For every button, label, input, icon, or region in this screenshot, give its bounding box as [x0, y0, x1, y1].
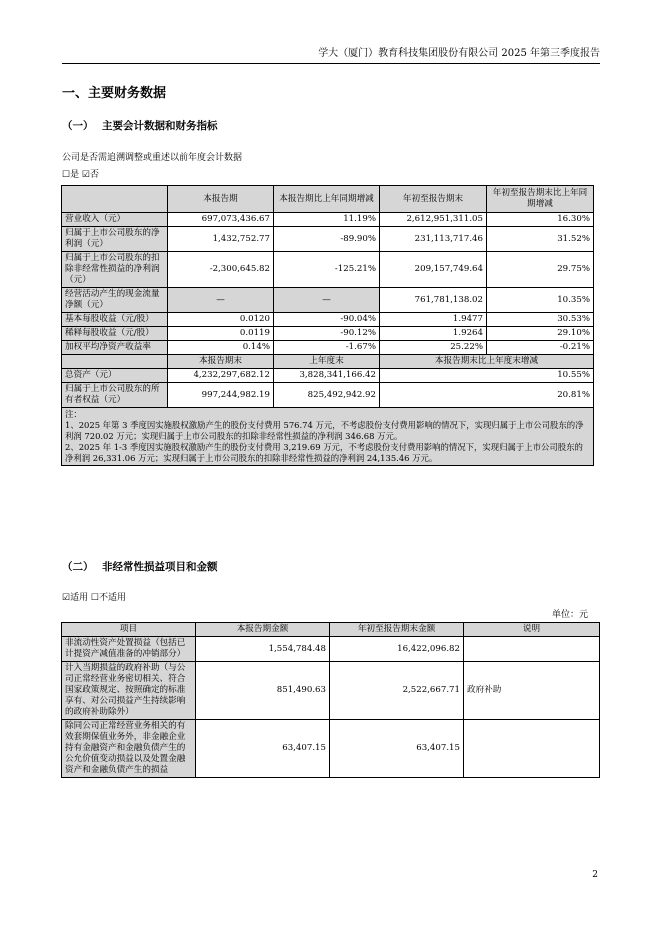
- table-row: [62, 662, 600, 720]
- cell-value: 16.30%: [487, 213, 594, 227]
- cell-value: 10.55%: [380, 369, 594, 383]
- row-label: 归属于上市公司股东的扣除非经常性损益的净利润（元）: [62, 252, 168, 288]
- cell-value: 30.53%: [487, 313, 594, 327]
- row-label: 归属于上市公司股东的净利润（元）: [62, 227, 168, 252]
- applicability-option: ☑适用 ☐不适用: [62, 593, 126, 603]
- cell-value: 1.9264: [380, 327, 487, 341]
- row-label: 非流动性资产处置损益（包括已计提资产减值准备的冲销部分）: [62, 637, 196, 662]
- header-cell: 上年度末: [274, 355, 380, 369]
- cell-value: 697,073,436.67: [168, 213, 274, 227]
- cell-value: 0.14%: [168, 341, 274, 355]
- cell-value: 10.35%: [487, 288, 594, 313]
- financial-data-table: [61, 185, 594, 466]
- cell-value: 20.81%: [380, 383, 594, 408]
- header-cell: 项目: [62, 623, 196, 637]
- unit-label: 单位：元: [551, 610, 588, 620]
- header-cell: 说明: [464, 623, 600, 637]
- cell-note: 政府补助: [464, 662, 600, 720]
- header-cell: 本报告期金额: [196, 623, 330, 637]
- header-blank: [62, 355, 168, 369]
- header-cell: 年初至报告期末金额: [330, 623, 464, 637]
- cell-value: -90.04%: [274, 313, 380, 327]
- table-row: [62, 327, 594, 341]
- cell-value: —: [274, 288, 380, 313]
- cell-value: 209,157,749.64: [380, 252, 487, 288]
- table-header-row: [62, 186, 594, 213]
- subsection-title-2: [62, 559, 218, 574]
- cell-value: 851,490.63: [196, 662, 330, 720]
- subsection-label: 非经常性损益项目和金额: [102, 561, 218, 573]
- header-cell: 本报告期末比上年度末增减: [380, 355, 594, 369]
- cell-value: 2,522,667.71: [330, 662, 464, 720]
- cell-note: [464, 637, 600, 662]
- header-cell: 本报告期比上年同期增减: [274, 186, 380, 213]
- subsection-number: （一）: [62, 120, 94, 132]
- cell-value: 825,492,942.92: [274, 383, 380, 408]
- cell-value: 63,407.15: [196, 720, 330, 778]
- cell-value: 63,407.15: [330, 720, 464, 778]
- note-label: 注：: [65, 409, 82, 419]
- cell-value: 1.9477: [380, 313, 487, 327]
- cell-value: 997,244,982.19: [168, 383, 274, 408]
- cell-value: 0.0120: [168, 313, 274, 327]
- page-number: 2: [592, 870, 598, 880]
- cell-value: 1,432,752.77: [168, 227, 274, 252]
- header-cell: 年初至报告期末比上年同期增减: [487, 186, 594, 213]
- subsection-title-1: [62, 118, 218, 133]
- cell-value: -2,300,645.82: [168, 252, 274, 288]
- header-cell: 年初至报告期末: [380, 186, 487, 213]
- cell-value: 25.22%: [380, 341, 487, 355]
- section-title: 一、主要财务数据: [62, 86, 167, 101]
- row-label: 除同公司正常经营业务相关的有效套期保值业务外，非金融企业持有金融资产和金融负债产生的公允价值变动损益以及处置金融资产和金融负债产生的损益: [62, 720, 196, 778]
- note-item-2: 2、2025 年 1-3 季度因实施股权激励产生的股份支付费用 3,219.69 万元，不考虑股份支付费用影响的情况下，实现归属于上市公司股东的净利润 26,331.06 万元；实现归属于上市公司股东的扣除非经常性损益的净利润 24,135.46 万元。: [65, 442, 583, 463]
- cell-value: 231,113,717.46: [380, 227, 487, 252]
- cell-value: 31.52%: [487, 227, 594, 252]
- table-row: [62, 383, 594, 408]
- row-label: 营业收入（元）: [62, 213, 168, 227]
- table-header-row: [62, 623, 600, 637]
- row-label: 加权平均净资产收益率: [62, 341, 168, 355]
- table-row: [62, 227, 594, 252]
- header-cell: 本报告期: [168, 186, 274, 213]
- cell-value: —: [168, 288, 274, 313]
- cell-value: 761,781,138.02: [380, 288, 487, 313]
- cell-value: -1.67%: [274, 341, 380, 355]
- page-header: 学大（厦门）教育科技集团股份有限公司 2025 年第三季度报告: [62, 44, 600, 64]
- header-blank: [62, 186, 168, 213]
- restatement-option: ☐是 ☑否: [62, 170, 99, 180]
- cell-value: 2,612,951,311.05: [380, 213, 487, 227]
- table-row: [62, 720, 600, 778]
- cell-value: -0.21%: [487, 341, 594, 355]
- table-row: [62, 213, 594, 227]
- cell-value: 3,828,341,166.42: [274, 369, 380, 383]
- note-item-1: 1、2025 年第 3 季度因实施股权激励产生的股份支付费用 576.74 万元，不考虑股份支付费用影响的情况下，实现归属于上市公司股东的净利润 720.02 万元；实现归属于上市公司股东的扣除非经常性损益的净利润 346.68 万元。: [65, 420, 584, 441]
- table-row: [62, 637, 600, 662]
- table-row: [62, 369, 594, 383]
- subsection-number: （二）: [62, 561, 94, 573]
- table-notes: [62, 408, 594, 466]
- row-label: 计入当期损益的政府补助（与公司正常经营业务密切相关、符合国家政策规定、按照确定的标准享有、对公司损益产生持续影响的政府补助除外）: [62, 662, 196, 720]
- cell-value: -125.21%: [274, 252, 380, 288]
- cell-note: [464, 720, 600, 778]
- row-label: 基本每股收益（元/股）: [62, 313, 168, 327]
- cell-value: 29.75%: [487, 252, 594, 288]
- cell-value: -89.90%: [274, 227, 380, 252]
- row-label: 稀释每股收益（元/股）: [62, 327, 168, 341]
- header-cell: 本报告期末: [168, 355, 274, 369]
- table-row: [62, 341, 594, 355]
- table-row: [62, 252, 594, 288]
- cell-value: -90.12%: [274, 327, 380, 341]
- cell-value: 29.10%: [487, 327, 594, 341]
- row-label: 归属于上市公司股东的所有者权益（元）: [62, 383, 168, 408]
- cell-value: 4,232,297,682.12: [168, 369, 274, 383]
- restatement-question: 公司是否需追溯调整或重述以前年度会计数据: [62, 153, 243, 163]
- table-notes-row: [62, 408, 594, 466]
- table-header-row-2: [62, 355, 594, 369]
- cell-value: 16,422,096.82: [330, 637, 464, 662]
- table-row: [62, 288, 594, 313]
- non-recurring-items-table: [61, 622, 600, 778]
- table-row: [62, 313, 594, 327]
- cell-value: 0.0119: [168, 327, 274, 341]
- row-label: 总资产（元）: [62, 369, 168, 383]
- cell-value: 11.19%: [274, 213, 380, 227]
- cell-value: 1,554,784.48: [196, 637, 330, 662]
- row-label: 经营活动产生的现金流量净额（元）: [62, 288, 168, 313]
- subsection-label: 主要会计数据和财务指标: [102, 120, 218, 132]
